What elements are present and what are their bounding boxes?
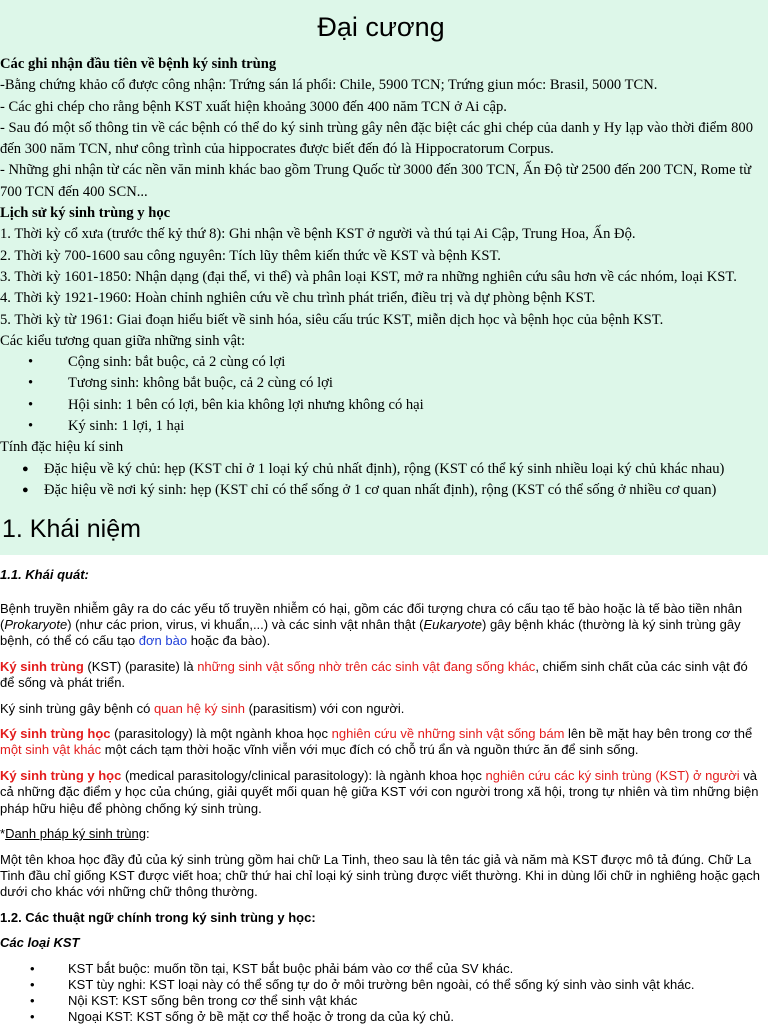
paragraph-parasite-definition <box>0 659 764 692</box>
history-line: - Sau đó một số thông tin về các bệnh có thể do ký sinh trùng gây nên đặc biệt các ghi chép của danh y Hy lạp vào thời điểm 800 đến 300 năm TCN, như công trình của hippocrates được biết đến đó là Hippocratorum Corpus. <box>0 119 754 158</box>
specificity-item: ● Đặc hiệu về ký chủ: hẹp (KST chỉ ở 1 loại ký chủ nhất định), rộng (KST có thể ký sinh nhiều loại ký chủ khác nhau) <box>22 459 762 480</box>
relations-list <box>0 352 762 437</box>
subsection-heading: 1.1. Khái quát: <box>0 567 89 583</box>
history-block <box>0 54 762 501</box>
history-line: - Các ghi chép cho rằng bệnh KST xuất hiện khoảng 3000 đến 400 năm TCN ở Ai cập. <box>0 98 507 115</box>
type-item: • KST bắt buộc: muốn tồn tại, KST bắt buộc phải bám vào cơ thể của SV khác. <box>30 961 764 977</box>
types-heading: Các loại KST <box>0 935 80 951</box>
term-prokaryote: Prokaryote <box>4 617 68 633</box>
highlight-text: nghiên cứu về những sinh vật sống bám <box>331 726 565 742</box>
text-span: Bệnh truyền nhiễm gây ra do các yếu tố truyền nhiễm có hại, gồm các đối tượng chưa có cấu tạo tế bào hoặc là tế bào tiền nhân ( <box>0 600 743 633</box>
text-span: (medical parasitology/clinical parasitology): là ngành khoa học <box>121 767 486 783</box>
term-ky-sinh-trung: Ký sinh trùng <box>0 658 84 674</box>
period-item: 1. Thời kỳ cổ xưa (trước thế kỷ thứ 8): Ghi nhận về bệnh KST ở người và thú tại Ai Cập, Trung Hoa, Ấn Độ. <box>0 226 636 243</box>
link-don-bao[interactable]: đơn bào <box>138 633 188 649</box>
title-bar <box>0 0 762 54</box>
paragraph-nomenclature-heading <box>0 826 764 842</box>
text-span: một cách tạm thời hoặc vĩnh viễn với mục đích có chỗ trú ẩn và nguồn thức ăn để sinh sống. <box>101 742 639 758</box>
page-title: Đại cương <box>317 11 445 42</box>
highlight-text: những sinh vật sống nhờ trên các sinh vật đang sống khác <box>197 658 536 674</box>
history-heading: Các ghi nhận đầu tiên về bệnh ký sinh trùng <box>0 56 277 72</box>
paragraph-parasitism <box>0 701 764 717</box>
text-span: hoặc đa bào). <box>187 633 271 649</box>
subsection-heading: 1.2. Các thuật ngữ chính trong ký sinh trùng y học: <box>0 909 316 925</box>
period-item: 2. Thời kỳ 700-1600 sau công nguyên: Tích lũy thêm kiến thức về KST và bệnh KST. <box>0 247 501 264</box>
paragraph-infectious-disease <box>0 601 764 650</box>
term-ky-sinh-trung-hoc: Ký sinh trùng học <box>0 726 111 742</box>
type-item: • KST tùy nghi: KST loại này có thể sống tự do ở môi trường bên ngoài, có thể sống ký sinh vào sinh vật khác. <box>30 977 764 993</box>
period-item: 3. Thời kỳ 1601-1850: Nhận dạng (đại thể, vi thể) và phân loại KST, mở ra những nghiên cứu sâu hơn về các nhóm, loại KST. <box>0 268 737 285</box>
nomenclature-label: Danh pháp ký sinh trùng <box>5 826 146 842</box>
paragraph-parasitology <box>0 726 764 759</box>
section-title: 1. Khái niệm <box>2 514 141 543</box>
text-span: (KST) (parasite) là <box>83 658 198 674</box>
relation-item: • Hội sinh: 1 bên có lợi, bên kia không lợi nhưng không có hại <box>28 395 762 416</box>
text-span: (parasitism) với con người. <box>245 700 405 716</box>
section1-body <box>0 567 768 1026</box>
period-item: 5. Thời kỳ từ 1961: Giai đoạn hiểu biết về sinh hóa, siêu cấu trúc KST, miễn dịch học và bệnh học của bệnh KST. <box>0 311 664 328</box>
text-span: (parasitology) là một ngành khoa học <box>110 726 332 742</box>
relation-item: • Cộng sinh: bắt buộc, cả 2 cùng có lợi <box>28 352 762 373</box>
relations-heading: Các kiểu tương quan giữa những sinh vật: <box>0 332 246 349</box>
type-item: • Ngoại KST: KST sống ở bề mặt cơ thể hoặc ở trong da của ký chủ. <box>30 1009 764 1025</box>
term-eukaryote: Eukaryote <box>423 617 483 633</box>
text-span: * <box>0 826 6 842</box>
types-list <box>0 961 764 1026</box>
specificity-item: ● Đặc hiệu về nơi ký sinh: hẹp (KST chỉ có thể sống ở 1 cơ quan nhất định), rộng (KST có thể sống ở nhiều cơ quan) <box>22 480 762 501</box>
period-item: 4. Thời kỳ 1921-1960: Hoàn chỉnh nghiên cứu về chu trình phát triển, điều trị và dự phòng bệnh KST. <box>0 290 596 307</box>
periods-heading: Lịch sử ký sinh trùng y học <box>0 205 171 222</box>
text-span: ) gây bệnh khác (thường là ký sinh trùng gây bệnh, có thể có cấu tạo <box>0 617 741 649</box>
text-span: , chiếm sinh chất của các sinh vật đó để sống và phát triển. <box>0 658 748 691</box>
paragraph-medical-parasitology <box>0 768 764 817</box>
type-item: • Nội KST: KST sống bên trong cơ thể sinh vật khác <box>30 993 764 1009</box>
text-span: : <box>146 826 150 842</box>
highlight-text: nghiên cứu các ký sinh trùng (KST) ở người <box>485 767 740 783</box>
text-span: lên bề mặt hay bên trong cơ thể <box>564 726 753 742</box>
text-span: ) (như các prion, virus, vi khuẩn,...) và các sinh vật nhân thật ( <box>67 617 424 633</box>
relation-item: • Tương sinh: không bắt buộc, cả 2 cùng có lợi <box>28 373 762 394</box>
history-line: -Bằng chứng khảo cổ được công nhận: Trứng sán lá phổi: Chile, 5900 TCN; Trứng giun móc: Brasil, 5000 TCN. <box>0 77 658 94</box>
specificity-list <box>0 459 762 502</box>
text-span: và cả những đặc điểm y học của chúng, giải quyết mối quan hệ giữa KST với con người trong xã hội, trong tự nhiên và tìm những biện pháp hữu hiệu để phòng chống ký sinh trùng. <box>0 767 759 816</box>
highlight-text: quan hệ ký sinh <box>153 700 246 716</box>
section-title-bar <box>0 507 762 551</box>
history-line: - Những ghi nhận từ các nền văn minh khác bao gồm Trung Quốc từ 3000 đến 300 TCN, Ấn Độ từ 2500 đến 200 TCN, Rome từ 700 TCN đến 400 SCN... <box>0 162 752 200</box>
term-ky-sinh-trung-y-hoc: Ký sinh trùng y học <box>0 767 122 783</box>
specificity-heading: Tính đặc hiệu kí sinh <box>0 439 124 456</box>
relation-item: • Ký sinh: 1 lợi, 1 hại <box>28 416 762 437</box>
highlight-text: một sinh vật khác <box>0 742 102 758</box>
paragraph-nomenclature: Một tên khoa học đầy đủ của ký sinh trùng gồm hai chữ La Tinh, theo sau là tên tác giả và năm mà KST được mô tả đúng. Chữ La Tinh đầu chỉ giống KST được viết hoa; chữ thứ hai chỉ loại ký sinh trùng được viết thường. Khi in dùng lối chữ in nghiêng hoặc gạch dưới cho khác với những chữ thông thường. <box>0 851 760 900</box>
text-span: Ký sinh trùng gây bệnh có <box>0 700 154 716</box>
